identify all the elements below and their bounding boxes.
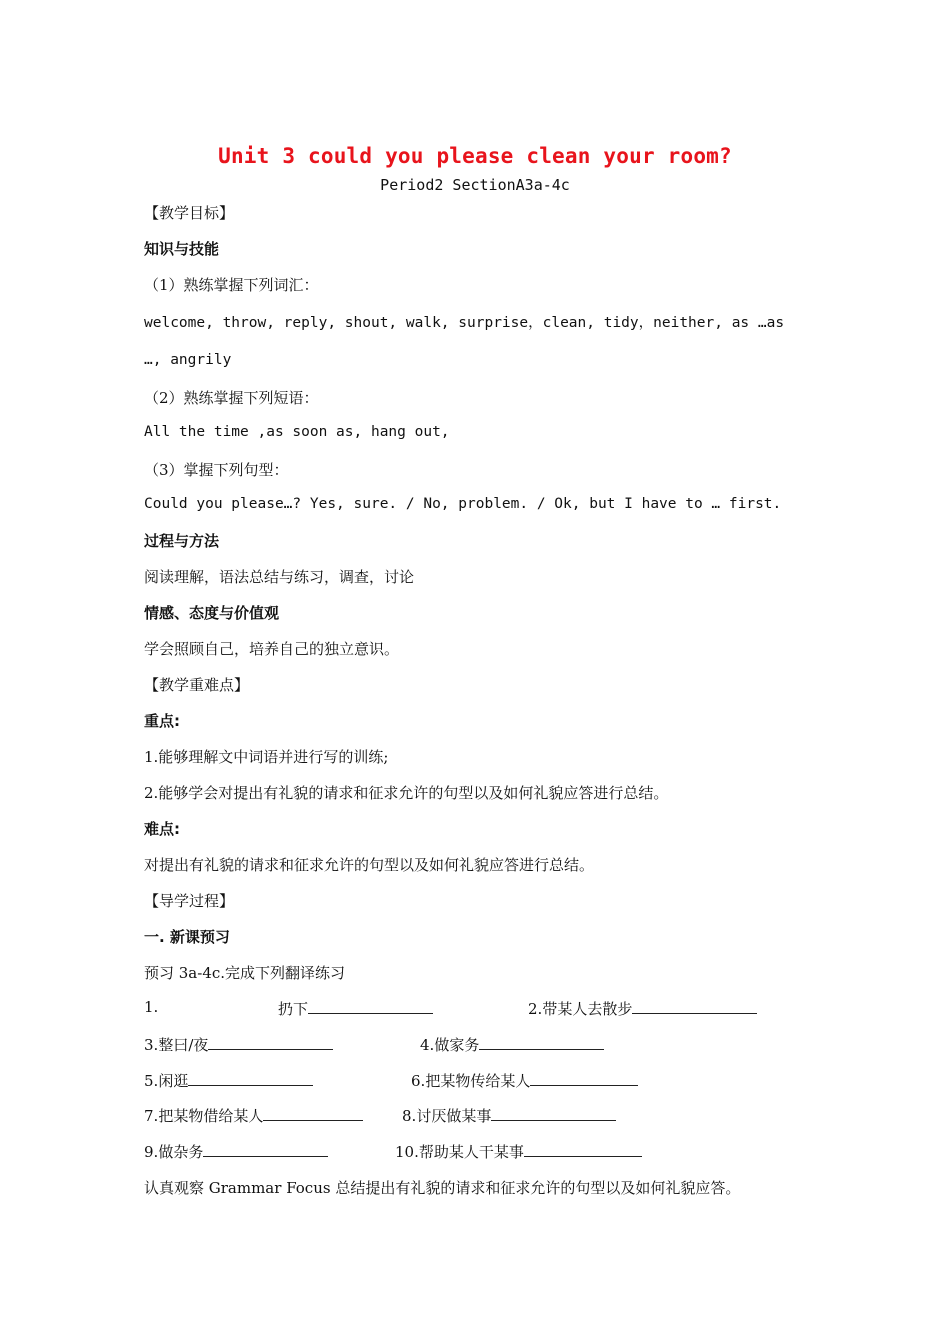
answer-blank[interactable] [491,1106,616,1121]
difficult-text: 对提出有礼貌的请求和征求允许的句型以及如何礼貌应答进行总结。 [144,856,595,874]
exercise-number: 5. [144,1072,159,1090]
preview-heading: 一. 新课预习 [144,928,230,946]
key-point-2: 2.能够学会对提出有礼貌的请求和征求允许的句型以及如何礼貌应答进行总结。 [144,784,669,802]
preview-text: 预习 3a-4c.完成下列翻译练习 [144,964,346,982]
exercise-item [144,1141,328,1162]
exercise-number: 8. [402,1107,417,1125]
exercise-prompt: 把某物借给某人 [158,1107,264,1125]
grammar-focus-text: 认真观察 Grammar Focus 总结提出有礼貌的请求和征求允许的句型以及如何礼貌应答。 [144,1179,741,1197]
difficult-label: 难点: [144,820,180,838]
exercise-prompt: 扔下 [278,1000,309,1018]
emotion-text: 学会照顾自己，培养自己的独立意识。 [144,640,400,658]
phrases-line: All the time ,as soon as, hang out, [144,424,450,440]
exercise-number: 7. [144,1107,159,1125]
vocab-line-1: welcome, throw, reply, shout, walk, surprise，clean, tidy，neither, as …as [144,315,785,331]
exercise-item [278,998,433,1019]
exercise-item [402,1105,616,1126]
answer-blank[interactable] [632,999,757,1014]
exercise-prompt: 闲逛 [158,1072,189,1090]
answer-blank[interactable] [188,1071,313,1086]
guide-heading: 【导学过程】 [144,892,235,910]
exercise-item [528,998,757,1019]
exercise-number: 3. [144,1036,159,1054]
exercise-item [144,1034,333,1055]
exercise-number: 10. [395,1143,419,1161]
exercise-item [420,1034,604,1055]
process-text: 阅读理解，语法总结与练习，调查，讨论 [144,568,415,586]
keypoints-heading: 【教学重难点】 [144,676,250,694]
objectives-heading: 【教学目标】 [144,204,235,222]
emotion-heading: 情感、态度与价值观 [144,604,280,622]
answer-blank[interactable] [524,1142,642,1157]
exercise-item [395,1141,642,1162]
answer-blank[interactable] [263,1106,363,1121]
answer-blank[interactable] [479,1035,604,1050]
answer-blank[interactable] [203,1142,328,1157]
exercise-prompt: 做家务 [434,1036,480,1054]
key-label: 重点: [144,712,180,730]
sentence-item-label: （3）掌握下列句型： [144,461,289,479]
exercise-item [144,1105,363,1126]
process-heading: 过程与方法 [144,532,220,550]
exercise-prompt: 把某物传给某人 [425,1072,531,1090]
key-point-1: 1.能够理解文中词语并进行写的训练; [144,748,389,766]
answer-blank[interactable] [530,1071,638,1086]
knowledge-heading: 知识与技能 [144,240,220,258]
sentences-line: Could you please…? Yes, sure. / No, problem. / Ok, but I have to … first. [144,496,782,512]
exercise-prompt: 讨厌做某事 [416,1107,492,1125]
exercise-number: 2. [528,1000,543,1018]
exercise-item [144,1070,313,1091]
exercise-number: 9. [144,1143,159,1161]
exercise-number: 1. [144,998,159,1016]
exercise-prompt: 做杂务 [158,1143,204,1161]
vocab-item-label: （1）熟练掌握下列词汇： [144,276,319,294]
document-subtitle: Period2 SectionA3a-4c [380,176,570,194]
exercise-item [411,1070,638,1091]
exercise-prompt: 带某人去散步 [542,1000,633,1018]
answer-blank[interactable] [308,999,433,1014]
document-title: Unit 3 could you please clean your room? [218,144,732,168]
answer-blank[interactable] [208,1035,333,1050]
exercise-prompt: 帮助某人干某事 [418,1143,524,1161]
exercise-number: 4. [420,1036,435,1054]
exercise-number: 6. [411,1072,426,1090]
phrase-item-label: （2）熟练掌握下列短语： [144,389,319,407]
vocab-line-2: …, angrily [144,352,232,368]
exercise-prompt: 整曰/夜 [158,1036,209,1054]
